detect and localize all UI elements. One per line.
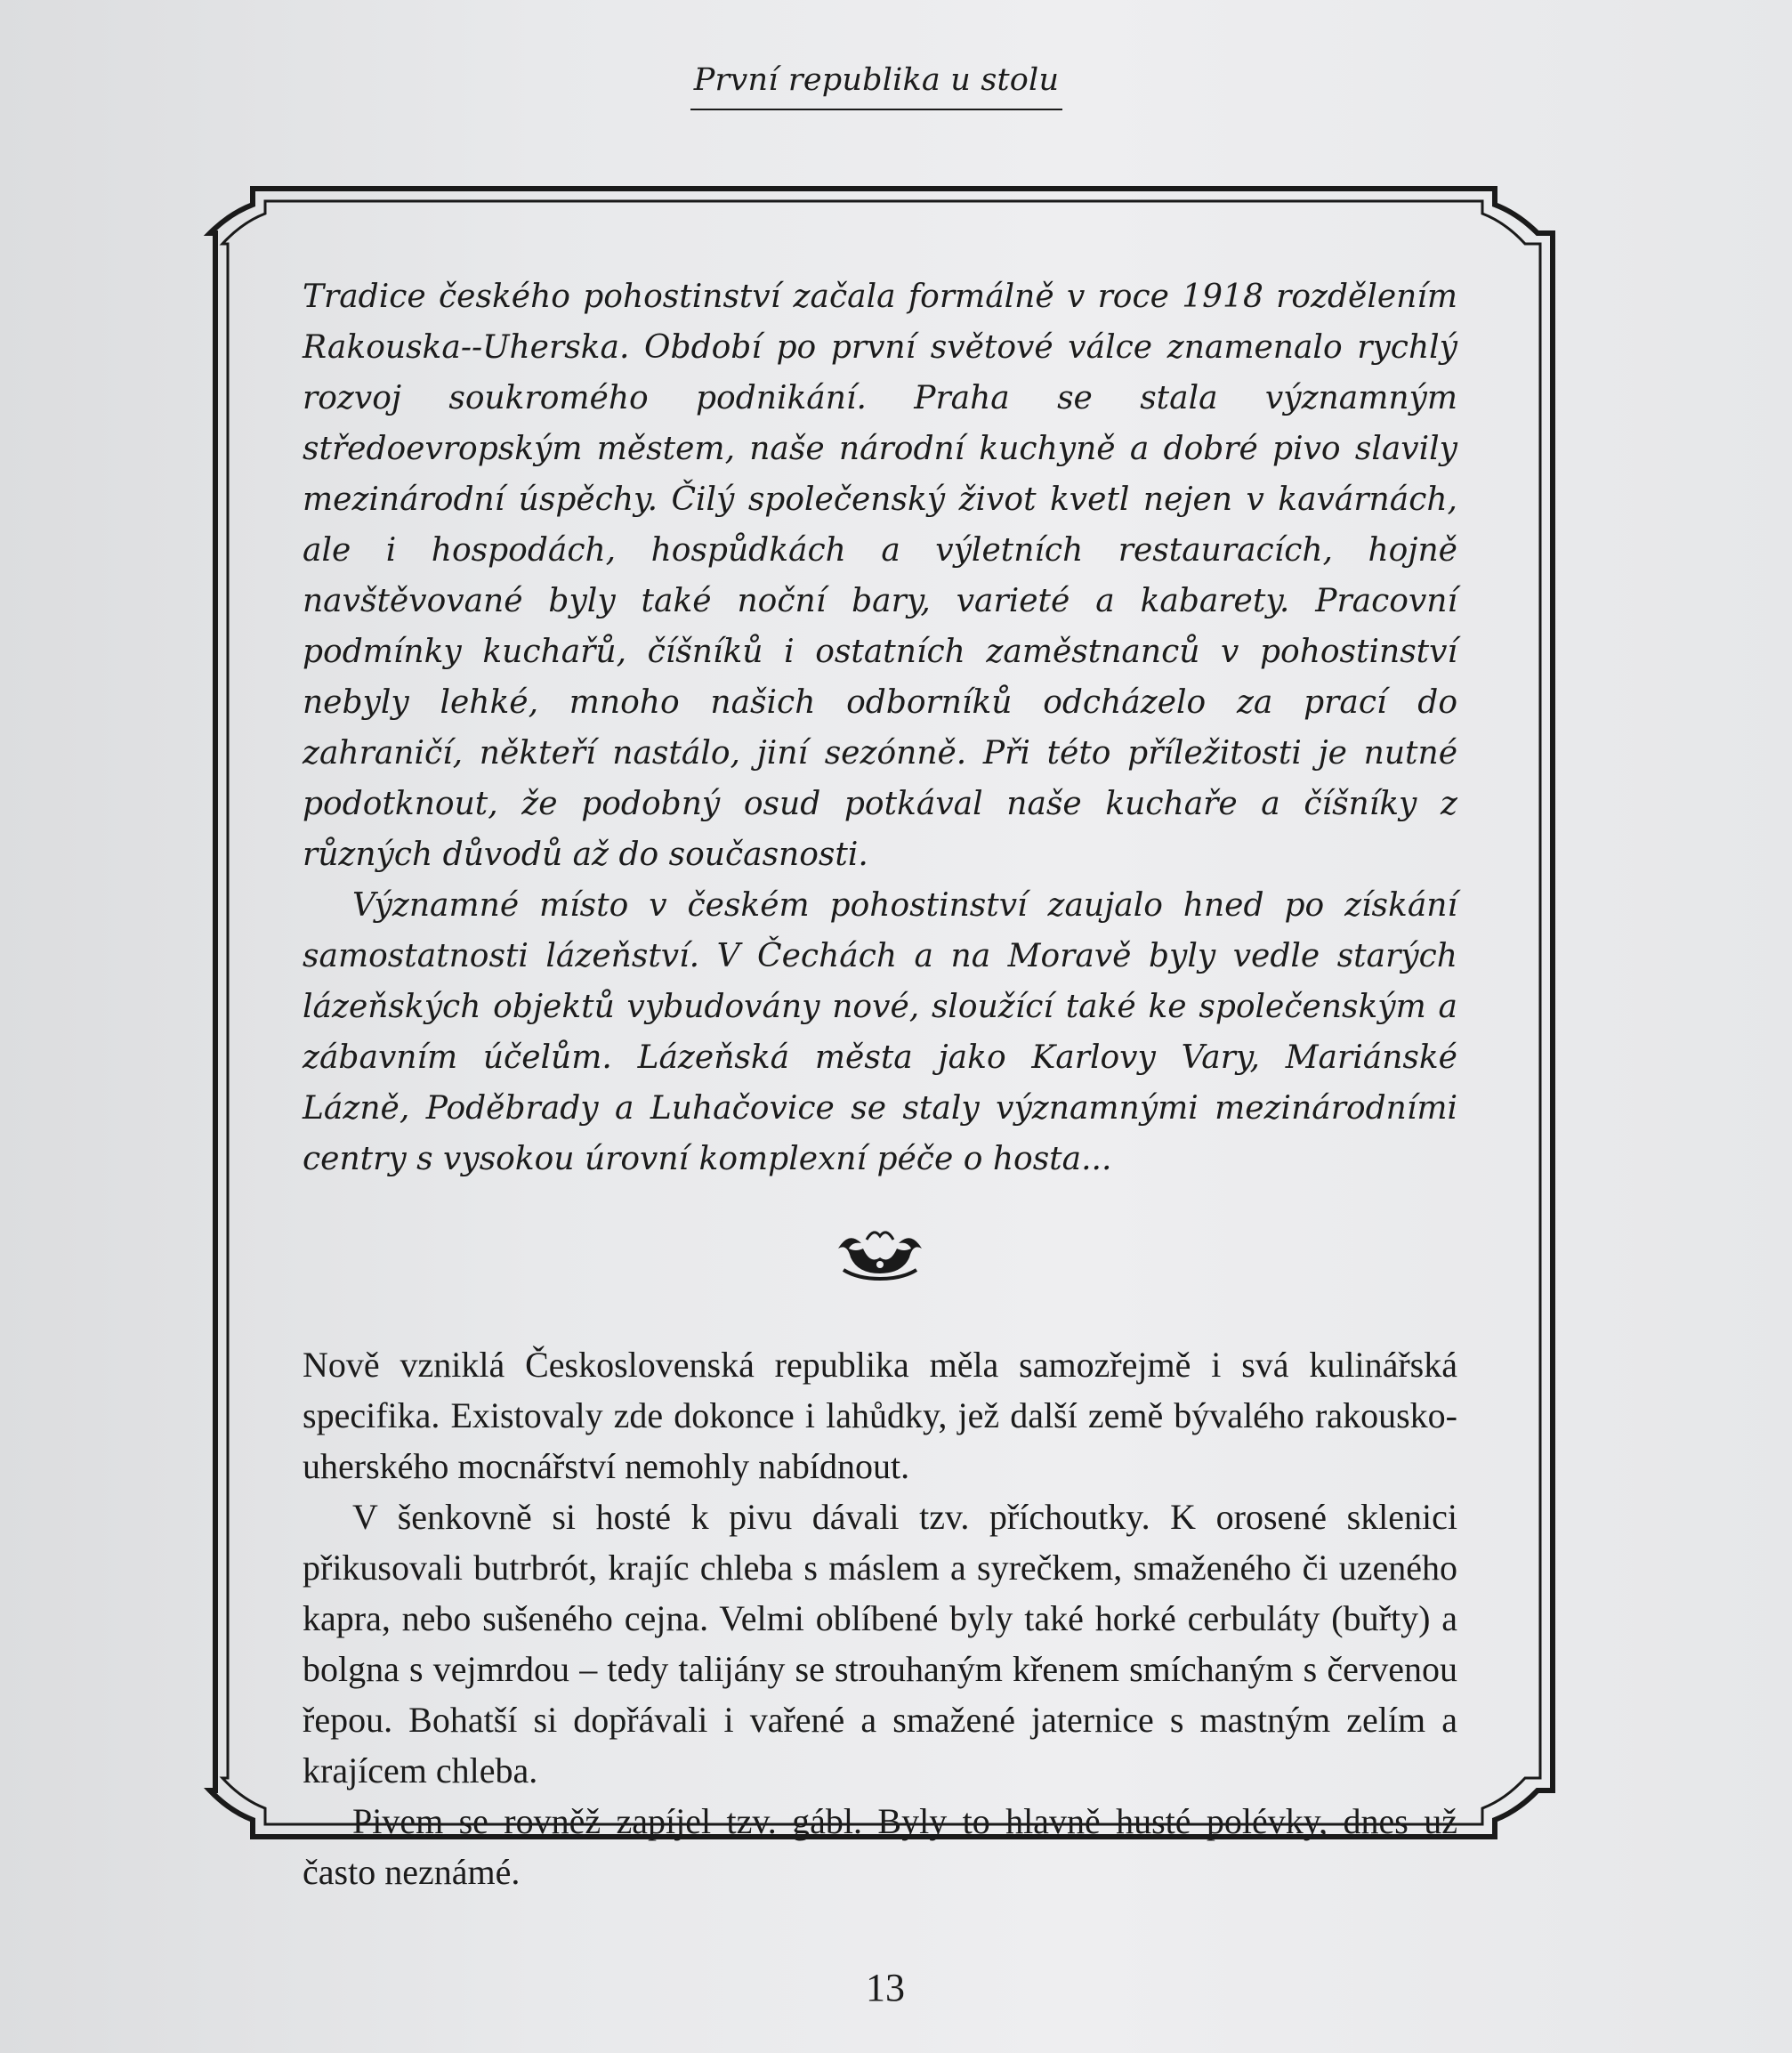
main-section <box>303 1339 1457 1897</box>
main-paragraph-1: Nově vzniklá Československá republika měla samozřejmě i svá kulinářská specifika. Existovaly zde dokonce i lahůdky, jež další země bývalého rakousko-uherského mocnářství nemohly nabídnout. <box>303 1345 1457 1486</box>
running-title: První republika u stolu <box>690 62 1062 110</box>
ornament-divider <box>303 1222 1457 1286</box>
main-paragraph-3: Pivem se rovněž zapíjel tzv. gábl. Byly to hlavně husté polévky, dnes už často neznámé. <box>303 1801 1457 1892</box>
framed-content <box>303 271 1457 1897</box>
main-paragraph-2: V šenkovně si hosté k pivu dávali tzv. příchoutky. K orosené sklenici přikusovali butrbrót, krajíc chleba s máslem a syrečkem, smaženého či uzeného kapra, nebo sušeného cejna. Velmi oblíbené byly také horké cerbuláty (buřty) a bolgna s vejmrdou – tedy talijány se strouhaným křenem smíchaným s červenou řepou. Bohatší si dopřávali i vařené a smažené jaternice s mastným zelím a krajícem chleba. <box>303 1497 1457 1790</box>
page-number: 13 <box>866 1966 905 2009</box>
intro-section <box>303 271 1457 1184</box>
floral-ornament-icon <box>831 1222 929 1286</box>
intro-paragraph-2: Významné místo v českém pohostinství zaujalo hned po získání samostatnosti lázeňství. V Čechách a na Moravě byly vedle starých lázeňských objektů vybudovány nové, sloužící také ke společenským a zábavním účelům. Lázeňská města jako Karlovy Vary, Mariánské Lázně, Poděbrady a Luhačovice se staly významnými mezinárodními centry s vysokou úrovní komplexní péče o hosta... <box>303 887 1457 1177</box>
intro-paragraph-1: Tradice českého pohostinství začala formálně v roce 1918 rozdělením Rakouska--Uherska. Období po první světové válce znamenalo rychlý rozvoj soukromého podnikání. Praha se stala významným středoevropským městem, naše národní kuchyně a dobré pivo slavily mezinárodní úspěchy. Čilý společenský život kvetl nejen v kavárnách, ale i hospodách, hospůdkách a výletních restauracích, hojně navštěvované byly také noční bary, varieté a kabarety. Pracovní podmínky kuchařů, číšníků i ostatních zaměstnanců v pohostinství nebyly lehké, mnoho našich odborníků odcházelo za prací do zahraničí, někteří nastálo, jiní sezónně. Při této příležitosti je nutné podotknout, že podobný osud potkával naše kuchaře a číšníky z různých důvodů až do současnosti. <box>303 279 1457 873</box>
